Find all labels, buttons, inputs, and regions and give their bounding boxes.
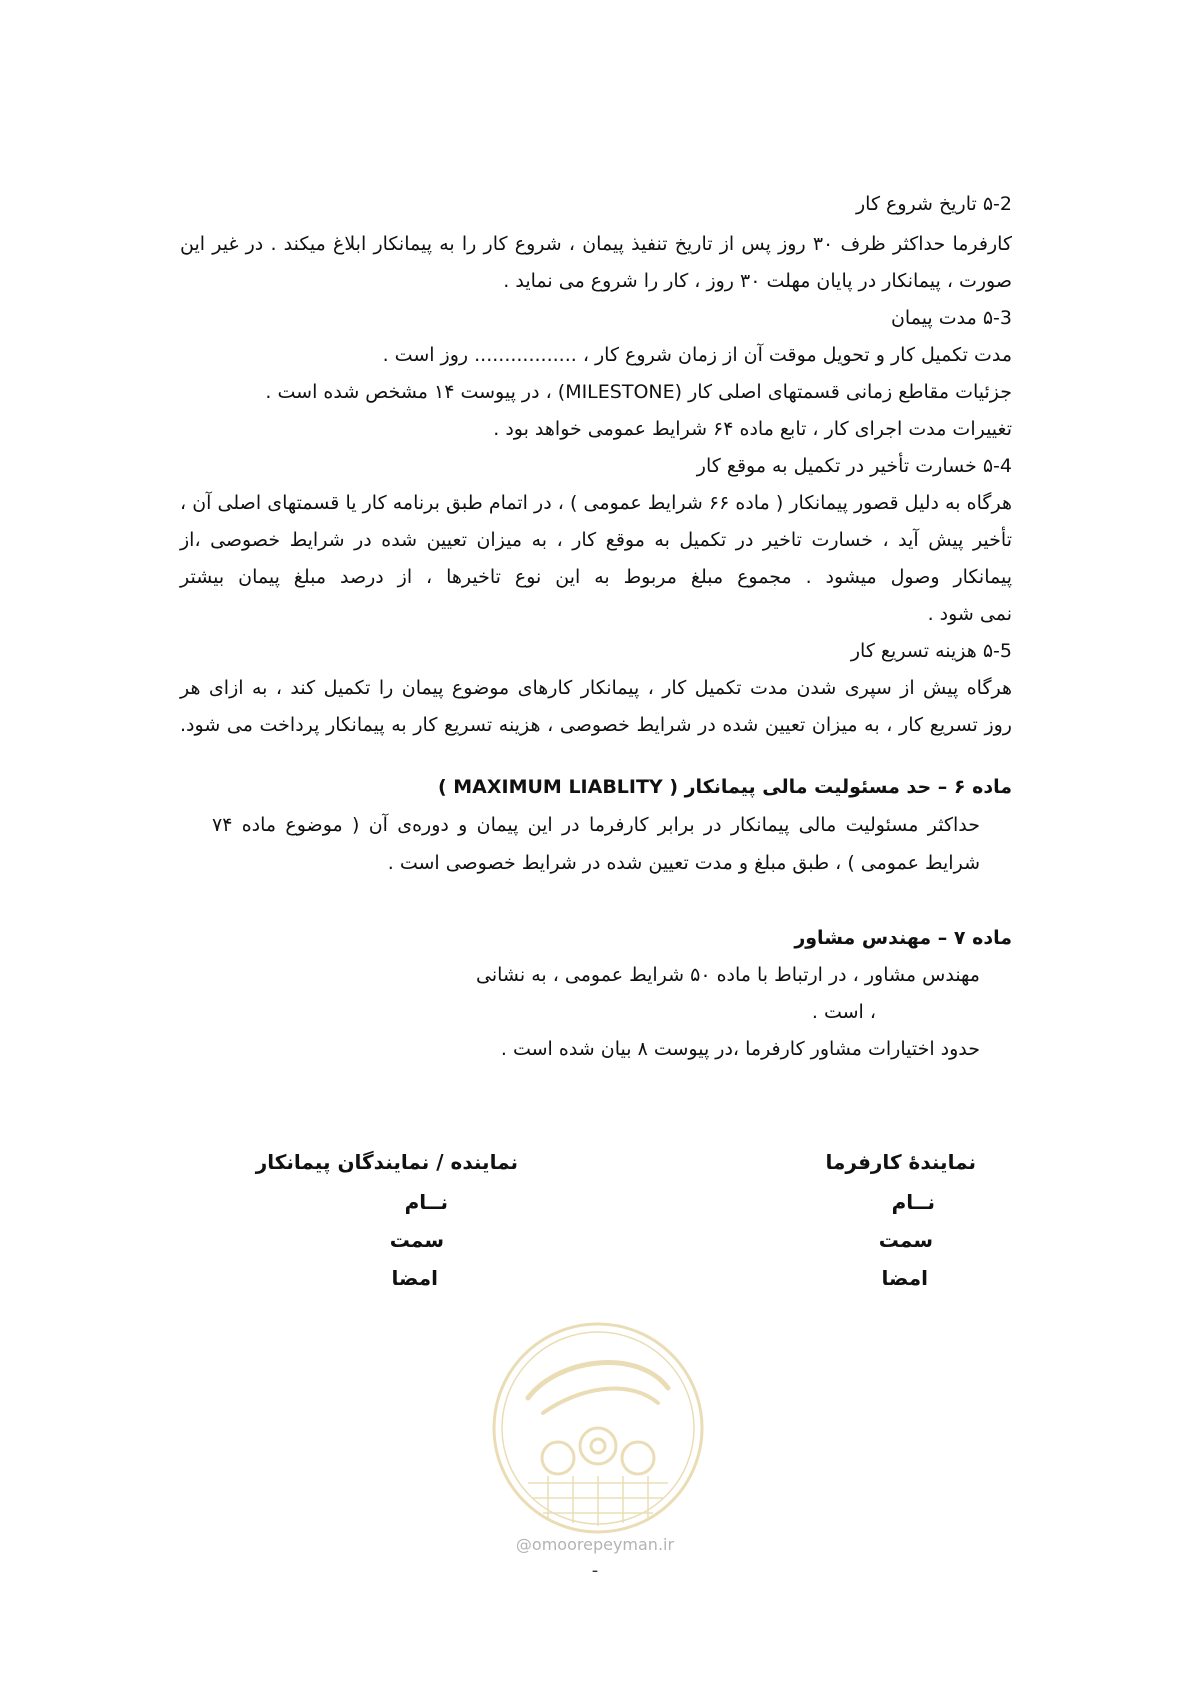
heading-5-2: ۵-2 تاریخ شروع کار xyxy=(855,193,1012,215)
contractor-signature-label: امضا xyxy=(391,1266,438,1290)
paragraph-line: تأخیر پیش آید ، خسارت تاخیر در تکمیل به موقع کار ، به میزان تعیین شده در شرایط خصوصی ،از xyxy=(180,529,1012,551)
paragraph-line: جزئیات مقاطع زمانی قسمتهای اصلی کار (MILESTONE) ، در پیوست ۱۴ مشخص شده است . xyxy=(265,381,1012,403)
article-7-line: حدود اختیارات مشاور کارفرما ،در پیوست ۸ بیان شده است . xyxy=(500,1038,980,1060)
heading-5-5: ۵-5 هزینه تسریع کار xyxy=(850,640,1012,662)
heading-5-4: ۵-4 خسارت تأخیر در تکمیل به موقع کار xyxy=(696,455,1012,477)
page-mark: - xyxy=(591,1560,599,1581)
employer-position-label: سمت xyxy=(878,1228,933,1252)
article-6-line: حداکثر مسئولیت مالی پیمانکار در برابر کارفرما در این پیمان و دوره‌ی آن ( موضوع ماده ۷۴ xyxy=(212,814,980,836)
article-6-title: ماده ۶ – حد مسئولیت مالی پیمانکار ( MAXIMUM LIABLITY ) xyxy=(437,776,1012,798)
paragraph-line: هرگاه پیش از سپری شدن مدت تکمیل کار ، پیمانکار کارهای موضوع پیمان را تکمیل کند ، به ازای هر xyxy=(180,677,1012,699)
article-7-title: ماده ۷ – مهندس مشاور xyxy=(794,927,1012,949)
watermark-seal-logo xyxy=(488,1318,708,1538)
employer-representative-title: نمایندۀ کارفرما xyxy=(825,1150,976,1174)
paragraph-line: هرگاه به دلیل قصور پیمانکار ( ماده ۶۶ شرایط عمومی ) ، در اتمام طبق برنامه کار یا قسمتهای اصلی آن ، xyxy=(180,492,1012,514)
paragraph-line: صورت ، پیمانکار در پایان مهلت ۳۰ روز ، کار را شروع می نماید . xyxy=(503,270,1012,292)
contractor-representative-title: نماینده / نمایندگان پیمانکار xyxy=(255,1150,518,1174)
contractor-position-label: سمت xyxy=(389,1228,444,1252)
website-watermark: @omoorepeyman.ir xyxy=(515,1535,675,1554)
heading-5-3: ۵-3 مدت پیمان xyxy=(890,307,1012,329)
paragraph-line: روز تسریع کار ، به میزان تعیین شده در شرایط خصوصی ، هزینه تسریع کار به پیمانکار پرداخت می شود. xyxy=(180,714,1012,736)
paragraph-line: نمی شود . xyxy=(927,603,1012,625)
paragraph-line: مدت تکمیل کار و تحویل موقت آن از زمان شروع کار ، ................. روز است . xyxy=(382,344,1012,366)
paragraph-line: تغییرات مدت اجرای کار ، تابع ماده ۶۴ شرایط عمومی خواهد بود . xyxy=(493,418,1012,440)
employer-signature-label: امضا xyxy=(881,1266,928,1290)
contractor-name-label: نــام xyxy=(404,1190,448,1214)
article-6-line: شرایط عمومی ) ، طبق مبلغ و مدت تعیین شده در شرایط خصوصی است . xyxy=(387,852,980,874)
paragraph-line: پیمانکار وصول میشود . مجموع مبلغ مربوط به این نوع تاخیرها ، از درصد مبلغ پیمان بیشتر xyxy=(180,566,1012,588)
article-7-line: ، است . xyxy=(811,1001,876,1023)
article-7-line: مهندس مشاور ، در ارتباط با ماده ۵۰ شرایط عمومی ، به نشانی xyxy=(476,964,980,986)
paragraph-line: کارفرما حداکثر ظرف ۳۰ روز پس از تاریخ تنفیذ پیمان ، شروع کار را به پیمانکار ابلاغ میکند . در غیر این xyxy=(180,233,1012,255)
employer-name-label: نــام xyxy=(891,1190,935,1214)
